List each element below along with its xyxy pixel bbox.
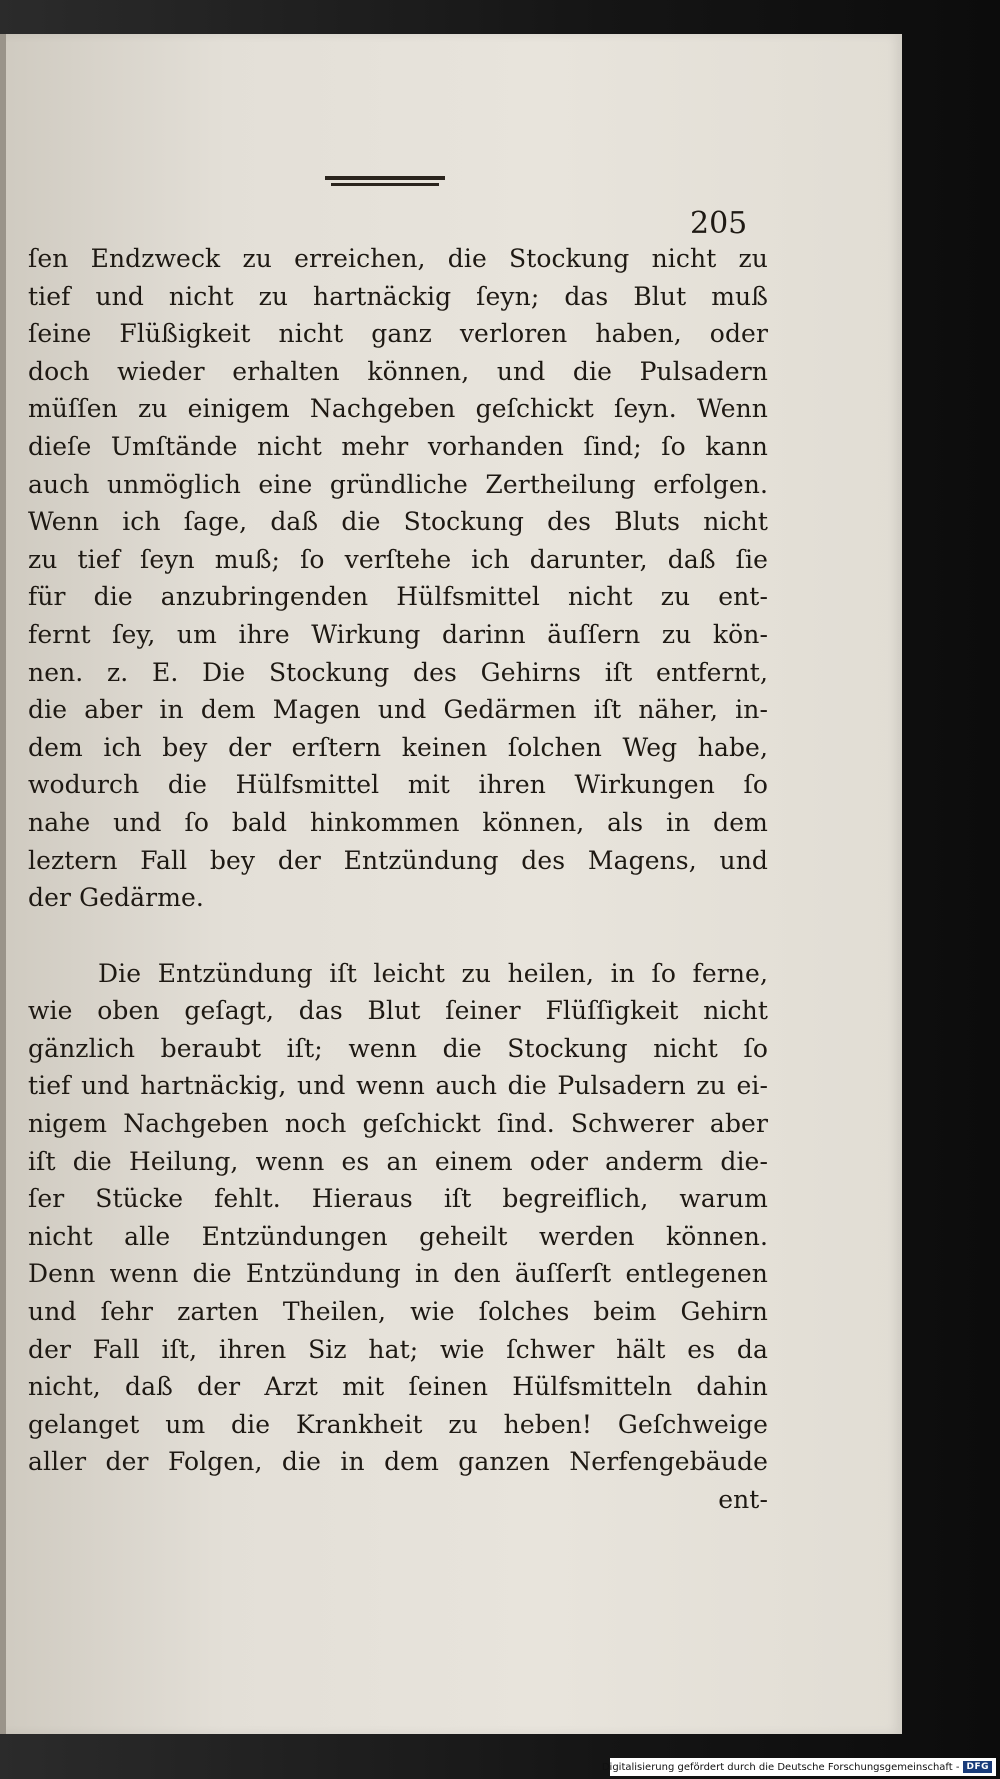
text-line: dem ich bey der erſtern keinen ſolchen Weg habe, [28, 732, 768, 762]
text-line: zu tief ſeyn muß; ſo verſtehe ich darunter, daß ſie [28, 544, 768, 574]
text-line: gänzlich beraubt iſt; wenn die Stockung nicht ſo [28, 1033, 768, 1063]
text-line: nigem Nachgeben noch geſchickt ſind. Schwerer aber [28, 1109, 768, 1139]
text-line: nicht, daß der Arzt mit ſeinen Hülfsmitteln dahin [28, 1372, 768, 1402]
text-line: doch wieder erhalten können, und die Pulsadern [28, 356, 768, 386]
footer-text: Digitalisierung gefördert durch die Deutsche Forschungsgemeinschaft - [601, 1761, 960, 1773]
text-line: dieſe Umſtände nicht mehr vorhanden ſind; ſo kann [28, 431, 768, 461]
text-line: der Fall iſt, ihren Siz hat; wie ſchwer hält es da [28, 1334, 768, 1364]
text-line: leztern Fall bey der Entzündung des Magens, und [28, 845, 768, 875]
text-line: nen. z. E. Die Stockung des Gehirns iſt entfernt, [28, 657, 768, 687]
text-line: nahe und ſo bald hinkommen können, als in dem [28, 807, 768, 837]
page-number: 205 [690, 206, 748, 241]
text-line: ſen Endzweck zu erreichen, die Stockung nicht zu [28, 244, 768, 273]
header-ornament [325, 174, 445, 189]
text-line: Denn wenn die Entzündung in den äuſſerſt entlegenen [28, 1259, 768, 1289]
text-line: wodurch die Hülfsmittel mit ihren Wirkungen ſo [28, 770, 768, 800]
text-line: für die anzubringenden Hülfsmittel nicht zu ent- [28, 582, 768, 612]
text-line: ſer Stücke fehlt. Hieraus iſt begreiflich, warum [28, 1184, 768, 1214]
text-line: die aber in dem Magen und Gedärmen iſt näher, in- [28, 695, 768, 725]
dfg-logo: DFG [963, 1761, 992, 1773]
text-line: ſeine Flüßigkeit nicht ganz verloren haben, oder [28, 319, 768, 349]
body-text [28, 240, 768, 1519]
text-line: tief und hartnäckig, und wenn auch die Pulsadern zu ei- [28, 1071, 768, 1101]
text-line: fernt ſey, um ihre Wirkung darinn äuſſern zu kön- [28, 619, 768, 649]
text-line: Die Entzündung iſt leicht zu heilen, in ſo ferne, [98, 958, 768, 988]
paragraph-1 [28, 240, 768, 917]
text-line: der Gedärme. [28, 883, 204, 913]
text-line: müſſen zu einigem Nachgeben geſchickt ſeyn. Wenn [28, 394, 768, 424]
text-line: auch unmöglich eine gründliche Zertheilung erfolgen. [28, 469, 768, 499]
text-line: nicht alle Entzündungen geheilt werden können. [28, 1221, 768, 1251]
text-line: gelanget um die Krankheit zu heben! Geſchweige [28, 1409, 768, 1439]
text-line: iſt die Heilung, wenn es an einem oder anderm die- [28, 1146, 768, 1176]
paragraph-2 [28, 955, 768, 1481]
footer-credit [601, 1758, 996, 1776]
catchword: ent- [718, 1485, 768, 1514]
text-line: Wenn ich ſage, daß die Stockung des Bluts nicht [28, 507, 768, 537]
text-line: und ſehr zarten Theilen, wie ſolches beim Gehirn [28, 1297, 768, 1327]
text-line: wie oben geſagt, das Blut ſeiner Flüſſigkeit nicht [28, 996, 768, 1026]
text-line: tief und nicht zu hartnäckig ſeyn; das Blut muß [28, 281, 768, 311]
text-line: aller der Folgen, die in dem ganzen Nerfengebäude [28, 1447, 768, 1477]
